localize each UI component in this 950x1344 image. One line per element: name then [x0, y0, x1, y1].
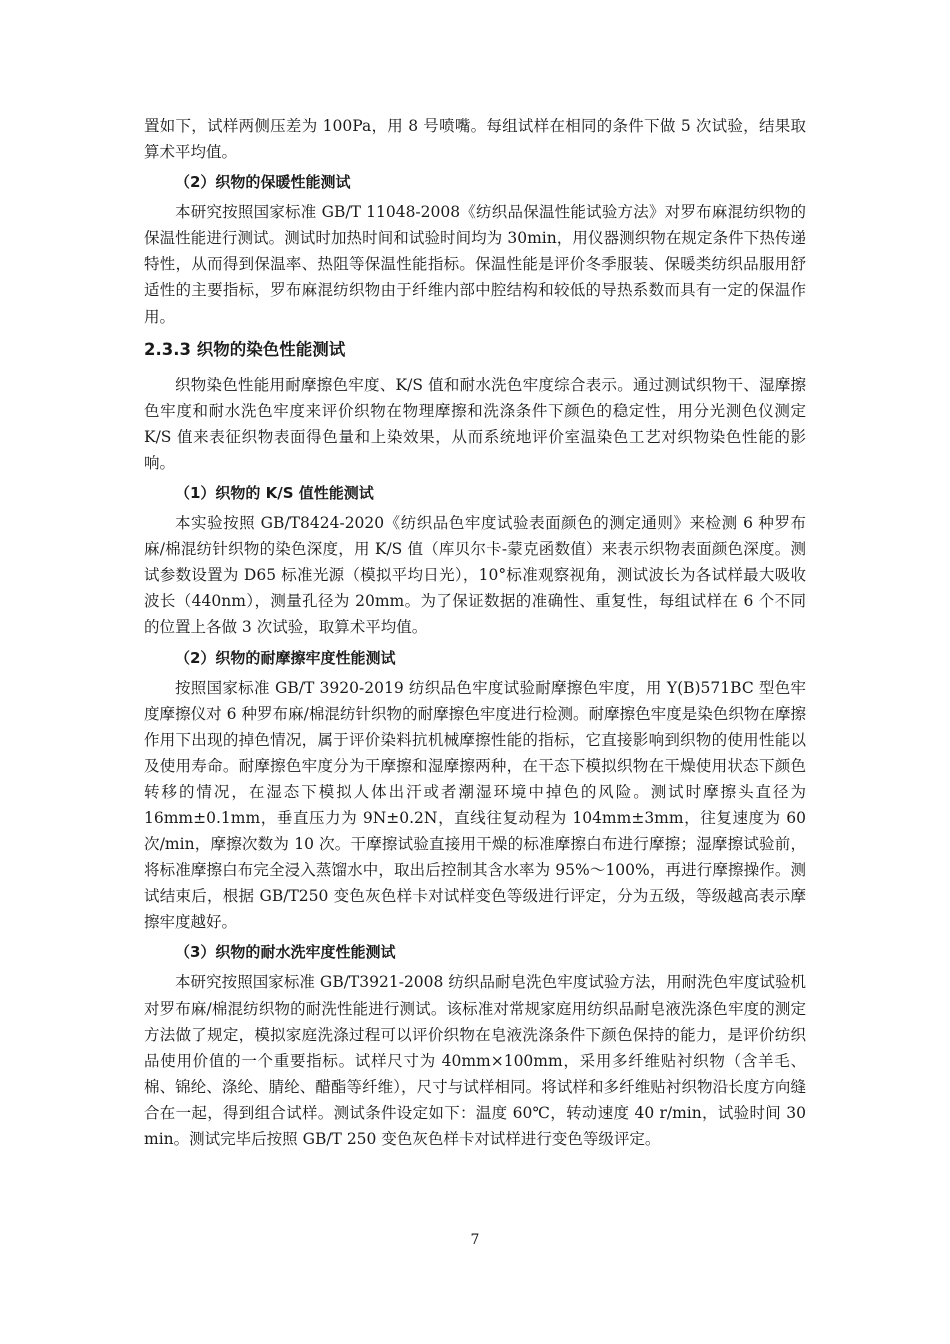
- subheading-ks-test: （1）织物的 K/S 值性能测试: [175, 484, 374, 503]
- document-body: [144, 113, 806, 1152]
- subheading-washing-test: （3）织物的耐水洗牢度性能测试: [175, 943, 396, 962]
- subheading-warmth-test: （2）织物的保暖性能测试: [175, 173, 351, 192]
- paragraph-continuation: 置如下，试样两侧压差为 100Pa，用 8 号喷嘴。每组试样在相同的条件下做 5 次试验，结果取算术平均值。: [144, 117, 806, 162]
- paragraph-washing-test: 本研究按照国家标准 GB/T3921-2008 纺织品耐皂洗色牢度试验方法，用耐洗色牢度试验机对罗布麻/棉混纺织物的耐洗性能进行测试。该标准对常规家庭用纺织品耐皂液洗涤色牢度的测定方法做了规定，模拟家庭洗涤过程可以评价织物在皂液洗涤条件下颜色保持的能力，是评价纺织品使用价值的一个重要指标。试样尺寸为 40mm×100mm，采用多纤维贴衬织物（含羊毛、棉、锦纶、涤纶、腈纶、醋酯等纤维），尺寸与试样相同。将试样和多纤维贴衬织物沿长度方向缝合在一起，得到组合试样。测试条件设定如下：温度 60℃，转动速度 40 r/min，试验时间 30 min。测试完毕后按照 GB/T 250 变色灰色样卡对试样进行变色等级评定。: [144, 973, 806, 1148]
- paragraph-ks-test: 本实验按照 GB/T8424-2020《纺织品色牢度试验表面颜色的测定通则》来检测 6 种罗布麻/棉混纺针织物的染色深度，用 K/S 值（库贝尔卡-蒙克函数值）来表示织物表面颜色深度。测试参数设置为 D65 标准光源（模拟平均日光），10°标准观察视角，测试波长为各试样最大吸收波长（440nm），测量孔径为 20mm。为了保证数据的准确性、重复性，每组试样在 6 个不同的位置上各做 3 次试验，取算术平均值。: [144, 514, 806, 637]
- subheading-rubbing-test: （2）织物的耐摩擦牢度性能测试: [175, 648, 396, 667]
- section-heading-2-3-3: 2.3.3 织物的染色性能测试: [144, 339, 346, 359]
- page-number: 7: [470, 1232, 480, 1248]
- paragraph-rubbing-test: 按照国家标准 GB/T 3920-2019 纺织品色牢度试验耐摩擦色牢度，用 Y(B)571BC 型色牢度摩擦仪对 6 种罗布麻/棉混纺针织物的耐摩擦色牢度进行检测。耐摩擦色牢度是染色织物在摩擦作用下出现的掉色情况，属于评价染料抗机械摩擦性能的指标，它直接影响到织物的使用性能以及使用寿命。耐摩擦色牢度分为干摩擦和湿摩擦两种，在干态下模拟织物在干燥使用状态下颜色转移的情况，在湿态下模拟人体出汗或者潮湿环境中掉色的风险。测试时摩擦头直径为 16mm±0.1mm，垂直压力为 9N±0.2N，直线往复动程为 104mm±3mm，往复速度为 60 次/min，摩擦次数为 10 次。干摩擦试验直接用干燥的标准摩擦白布进行摩擦；湿摩擦试验前，将标准摩擦白布完全浸入蒸馏水中，取出后控制其含水率为 95%～100%，再进行摩擦操作。测试结束后，根据 GB/T250 变色灰色样卡对试样变色等级进行评定，分为五级，等级越高表示摩擦牢度越好。: [144, 678, 806, 932]
- paragraph-warmth-test: 本研究按照国家标准 GB/T 11048-2008《纺织品保温性能试验方法》对罗布麻混纺织物的保温性能进行测试。测试时加热时间和试验时间均为 30min，用仪器测织物在规定条件下热传递特性，从而得到保温率、热阻等保温性能指标。保温性能是评价冬季服装、保暖类纺织品服用舒适性的主要指标，罗布麻混纺织物由于纤维内部中腔结构和较低的导热系数而具有一定的保温作用。: [144, 203, 806, 326]
- paragraph-dyeing-overview: 织物染色性能用耐摩擦色牢度、K/S 值和耐水洗色牢度综合表示。通过测试织物干、湿摩擦色牢度和耐水洗色牢度来评价织物在物理摩擦和洗涤条件下颜色的稳定性，用分光测色仪测定 K/S 值来表征织物表面得色量和上染效果，从而系统地评价室温染色工艺对织物染色性能的影响。: [144, 375, 806, 472]
